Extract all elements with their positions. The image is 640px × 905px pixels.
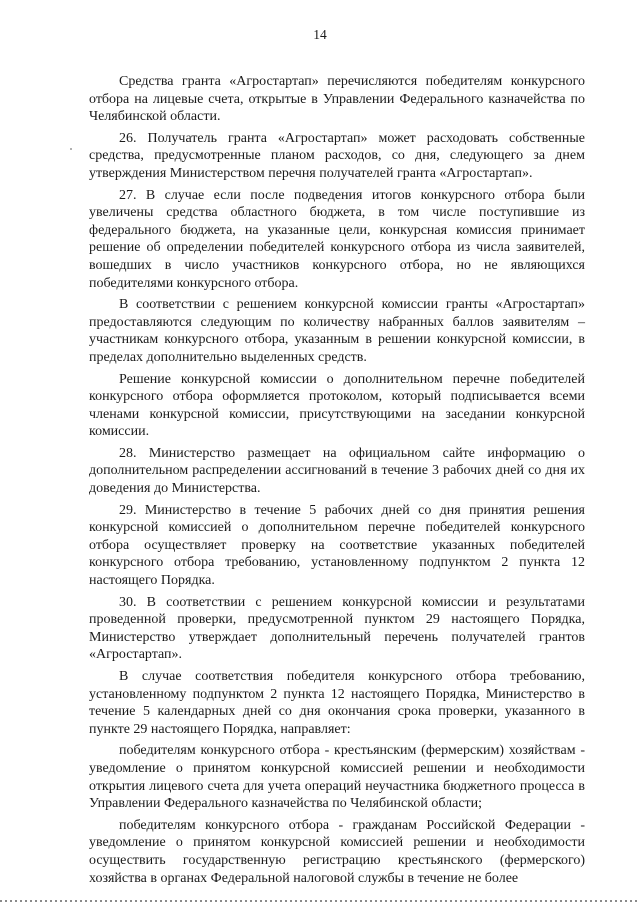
paragraph-grant-transfer: Средства гранта «Агростартап» перечисляются победителям конкурсного отбора на лицевые счета, открытые в Управлении Федерального казначейства по Челябинской области. [89, 74, 585, 125]
paragraph-29: 29. Министерство в течение 5 рабочих дней со дня принятия решения конкурсной комиссией о дополнительном перечне победителей конкурсного отбора осуществляет проверку на соответствие указанных победителей конкурсного отбора требованию, установленному подпунктом 2 пункта 12 настоящего Порядка. [89, 502, 585, 589]
paragraph-27-grants: В соответствии с решением конкурсной комиссии гранты «Агростартап» предоставляются следующим по количеству набранных баллов заявителям – участникам конкурсного отбора, указанным в решении конкурсной комиссии, в пределах дополнительно выделенных средств. [89, 297, 585, 365]
paragraph-28: 28. Министерство размещает на официальном сайте информацию о дополнительном распределении ассигнований в течение 3 рабочих дней со дня их доведения до Министерства. [89, 445, 585, 497]
paragraph-30: 30. В соответствии с решением конкурсной комиссии и результатами проведенной проверки, предусмотренной пунктом 29 настоящего Порядка, Министерство утверждает дополнительный перечень получателей грантов «Агростартап». [89, 594, 585, 663]
list-item-farm-households: победителям конкурсного отбора - крестьянским (фермерским) хозяйствам - уведомление о принятом конкурсной комиссией решении и необходимости открытия лицевого счета для учета операций неучастника бюджетного процесса в Управлении Федерального казначейства по Челябинской области; [89, 743, 585, 812]
list-item-citizens: победителям конкурсного отбора - гражданам Российской Федерации - уведомление о принятом конкурсной комиссией решении и необходимости осуществить государственную регистрацию крестьянского (фермерского) хозяйства в органах Федеральной налоговой службы в течение не более [89, 817, 585, 886]
scan-speck [70, 148, 72, 150]
document-body [89, 73, 585, 887]
paragraph-27: 27. В случае если после подведения итогов конкурсного отбора были увеличены средства областного бюджета, в том числе поступившие из федерального бюджета, на указанные цели, конкурсная комиссия принимает решение об определении победителей конкурсного отбора из числа заявителей, вошедших в число участников конкурсного отбора, но не являющихся победителями конкурсного отбора. [89, 187, 585, 291]
paragraph-27-protocol: Решение конкурсной комиссии о дополнительном перечне победителей конкурсного отбора оформляется протоколом, который подписывается всеми членами конкурсной комиссии, присутствующими на заседании конкурсной комиссии. [89, 371, 585, 440]
scan-bottom-edge [0, 900, 640, 902]
paragraph-30-compliance: В случае соответствия победителя конкурсного отбора требованию, установленному подпунктом 2 пункта 12 настоящего Порядка, Министерство в течение 5 календарных дней со дня окончания срока проверки, указанного в пункте 29 настоящего Порядка, направляет: [89, 669, 585, 737]
page-number: 14 [313, 27, 327, 42]
paragraph-26: 26. Получатель гранта «Агростартап» может расходовать собственные средства, предусмотренные планом расходов, со дня, следующего за днем утверждения Министерством перечня получателей гранта «Агростартап». [89, 130, 585, 181]
